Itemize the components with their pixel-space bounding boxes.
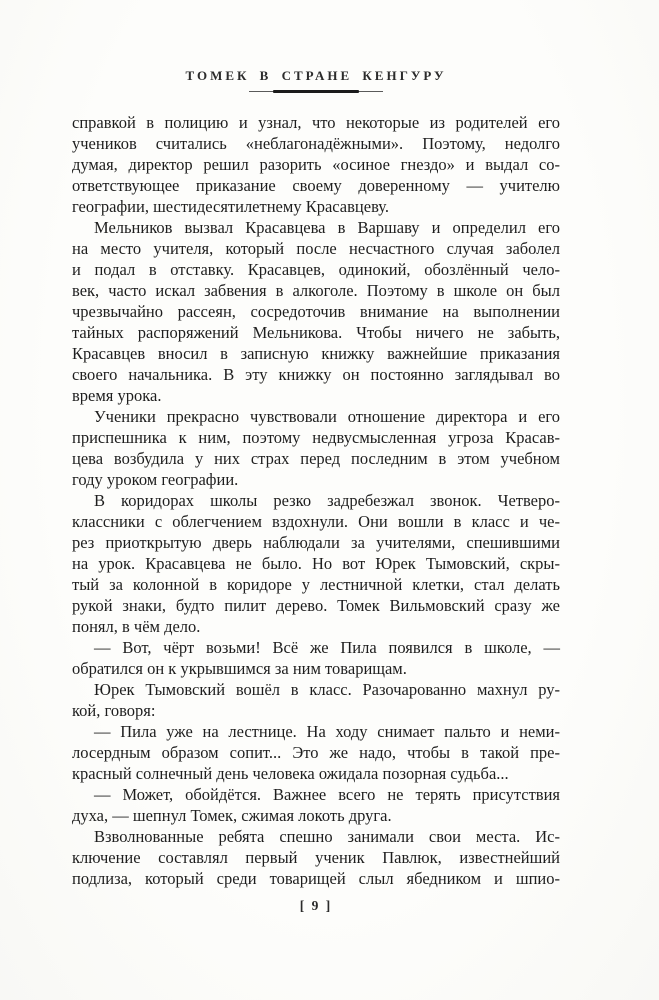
text-line: красный солнечный день человека ожидала позорная судьба... (72, 764, 509, 783)
text-line: приспешника к ним, поэтому недвусмысленная угроза Красав- (72, 428, 560, 447)
text-line: Мельников вызвал Красавцева в Варшаву и определил его (94, 218, 560, 237)
ornament-thick-bar (273, 90, 359, 93)
text-line: ключение составлял первый ученик Павлюк, известнейший (72, 848, 560, 867)
text-line: Юрек Тымовский вошёл в класс. Разочарованно махнул ру- (94, 680, 560, 699)
text-line: Взволнованные ребята спешно занимали свои места. Ис- (94, 827, 560, 846)
text-line: на урок. Красавцева не было. Но вот Юрек Тымовский, скры- (72, 554, 560, 573)
text-line: Ученики прекрасно чувствовали отношение директора и его (94, 407, 560, 426)
text-line: — Пила уже на лестнице. На ходу снимает пальто и неми- (94, 722, 560, 741)
page-content (72, 0, 560, 1000)
text-line: век, часто искал забвения в алкоголе. Поэтому в школе он был (72, 281, 560, 300)
running-header: ТОМЕК В СТРАНЕ КЕНГУРУ (185, 68, 447, 83)
text-line: подлиза, который среди товарищей слыл ябедником и шпио- (72, 869, 560, 888)
text-line: году уроком географии. (72, 470, 239, 489)
text-line: и подал в отставку. Красавцев, одинокий, обозлённый чело- (72, 260, 560, 279)
text-line: обратился он к укрывшимся за ним товарищам. (72, 659, 407, 678)
text-line: — Может, обойдётся. Важнее всего не терять присутствия (94, 785, 560, 804)
text-line: справкой в полицию и узнал, что некоторые из родителей его (72, 113, 560, 132)
page-text (72, 112, 560, 889)
text-line: — Вот, чёрт возьми! Всё же Пила появился в школе, — (94, 638, 560, 657)
text-line: думая, директор решил разорить «осиное гнездо» и выдал со- (72, 155, 560, 174)
text-line: лосердным образом сопит... Это же надо, чтобы в такой пре- (72, 743, 560, 762)
text-line: классники с облегчением вздохнули. Они вошли в класс и че- (72, 512, 560, 531)
page-number: [ 9 ] (299, 898, 333, 913)
text-line: время урока. (72, 386, 162, 405)
text-line: учеников считались «неблагонадёжными». Поэтому, недолго (72, 134, 560, 153)
text-line: духа, — шепнул Томек, сжимая локоть друга. (72, 806, 392, 825)
text-line: ответствующее приказание своему доверенному — учителю (72, 176, 560, 195)
text-line: В коридорах школы резко задребезжал звонок. Четверо- (94, 491, 560, 510)
text-line: на место учителя, который после несчастного случая заболел (72, 239, 560, 258)
text-line: цева возбудила у них страх перед последним в этом учебном (72, 449, 560, 468)
text-line: понял, в чём дело. (72, 617, 201, 636)
text-line: кой, говоря: (72, 701, 156, 720)
text-line: своего начальника. В эту книжку он постоянно заглядывал во (72, 365, 560, 384)
text-line: чрезвычайно рассеян, сосредоточив внимание на выполнении (72, 302, 560, 321)
text-line: Красавцев вносил в записную книжку важнейшие приказания (72, 344, 560, 363)
text-line: тайных распоряжений Мельникова. Чтобы ничего не забыть, (72, 323, 560, 342)
header-ornament (249, 90, 383, 93)
text-line: тый за колонной в коридоре у лестничной клетки, стал делать (72, 575, 560, 594)
text-line: рукой знаки, будто пилит дерево. Томек Вильмовский сразу же (72, 596, 560, 615)
text-line: географии, шестидесятилетнему Красавцеву. (72, 197, 390, 216)
text-line: рез приоткрытую дверь наблюдали за учителями, спешившими (72, 533, 560, 552)
